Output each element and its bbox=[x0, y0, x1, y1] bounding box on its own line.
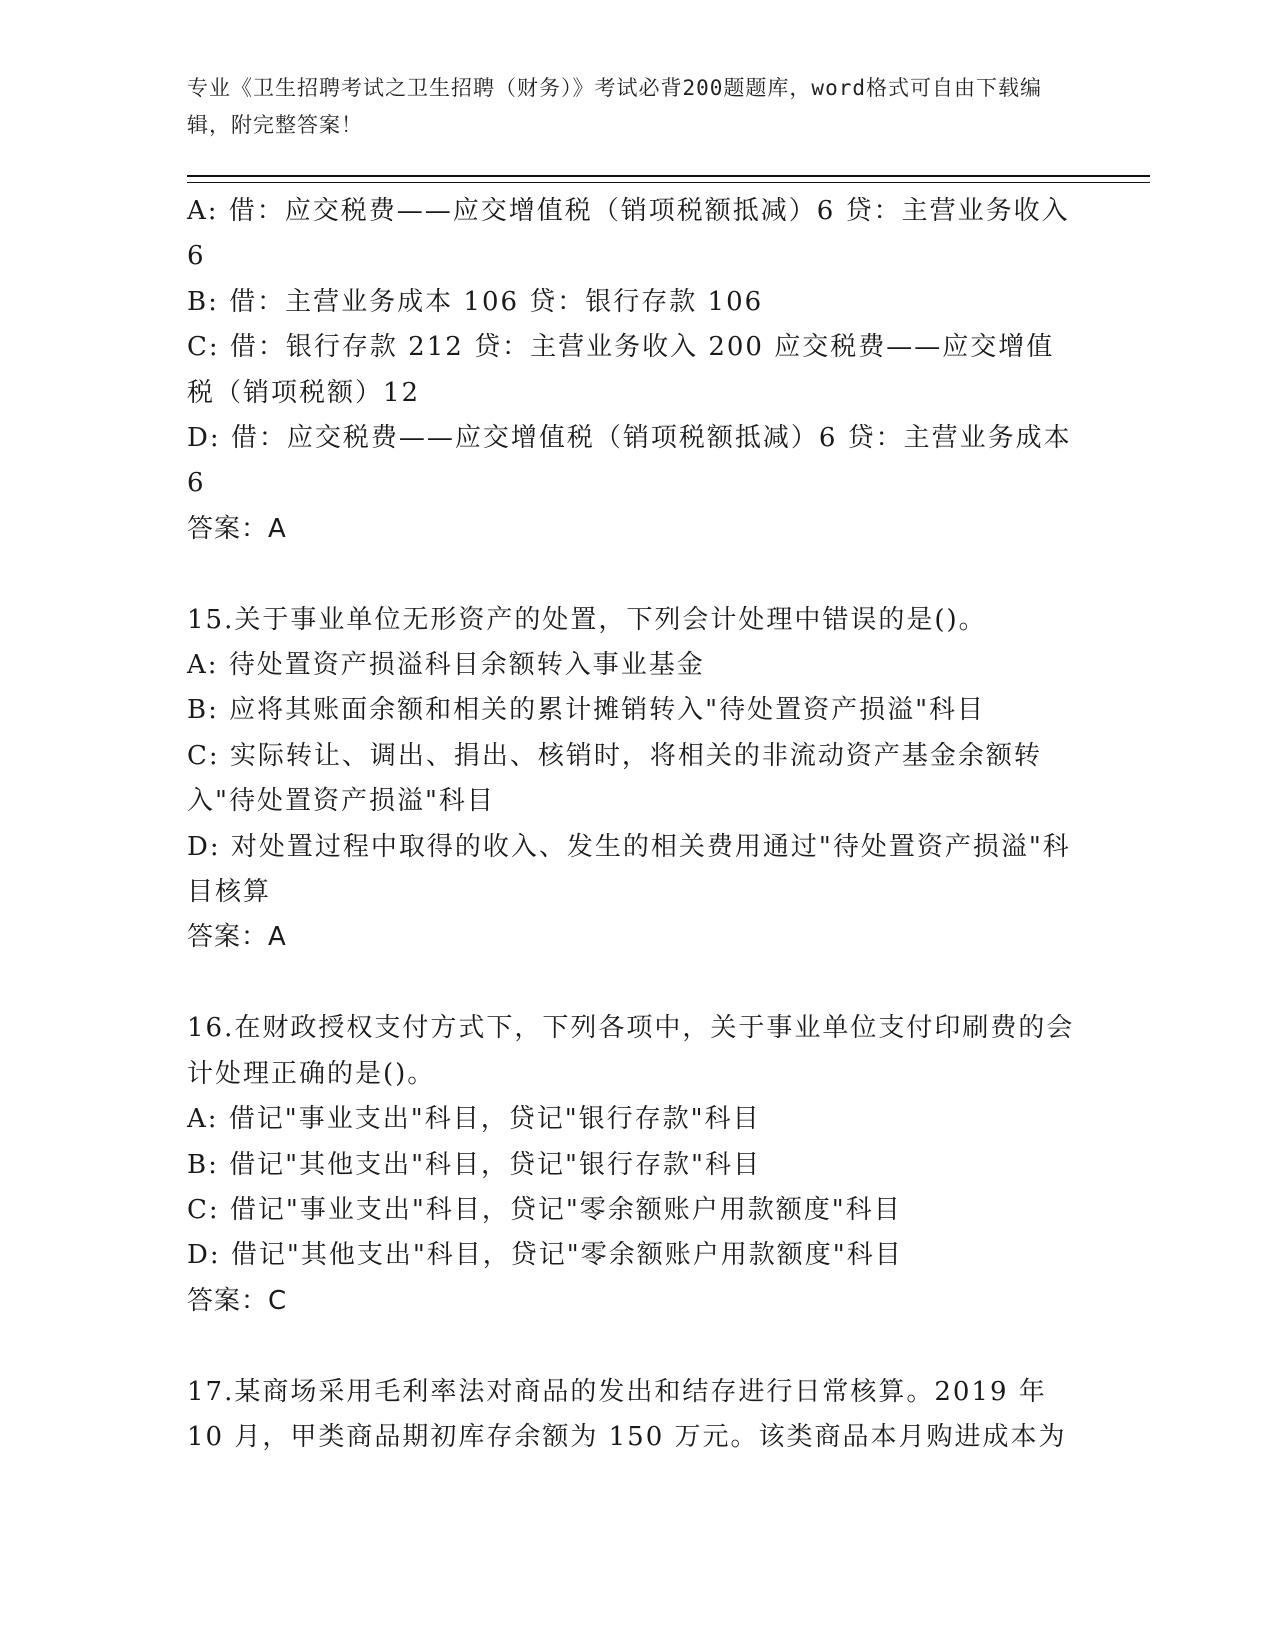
question-15-stem: 15.关于事业单位无形资产的处置，下列会计处理中错误的是()。 bbox=[187, 604, 987, 635]
question-15-option-a: A: 待处置资产损溢科目余额转入事业基金 bbox=[187, 650, 705, 681]
question-16-answer: 答案：C bbox=[187, 1285, 288, 1316]
question-content bbox=[187, 189, 1077, 1460]
question-16-option-c: C: 借记"事业支出"科目，贷记"零余额账户用款额度"科目 bbox=[187, 1194, 902, 1225]
question-16-option-b: B: 借记"其他支出"科目，贷记"银行存款"科目 bbox=[187, 1149, 761, 1180]
question-16-stem: 16.在财政授权支付方式下，下列各项中，关于事业单位支付印刷费的会计处理正确的是()。 bbox=[187, 1013, 1075, 1089]
question-14-option-b: B: 借：主营业务成本 106 贷：银行存款 106 bbox=[187, 286, 764, 317]
question-14-option-c: C: 借：银行存款 212 贷：主营业务收入 200 应交税费——应交增值税（销项税额）12 bbox=[187, 332, 1055, 408]
question-16-block bbox=[187, 1006, 1077, 1324]
spacer bbox=[187, 552, 1077, 597]
question-15-block bbox=[187, 598, 1077, 961]
header-divider-thick bbox=[187, 175, 1150, 177]
page-header: 专业《卫生招聘考试之卫生招聘（财务）》考试必背200题题库，word格式可自由下载编辑，附完整答案！ bbox=[187, 76, 1042, 137]
spacer bbox=[187, 961, 1077, 1006]
question-14-option-a: A: 借：应交税费——应交增值税（销项税额抵减）6 贷：主营业务收入 6 bbox=[187, 196, 1070, 272]
question-16-option-a: A: 借记"事业支出"科目，贷记"银行存款"科目 bbox=[187, 1104, 761, 1135]
header-divider-thin bbox=[187, 182, 1150, 183]
question-14-option-d: D: 借：应交税费——应交增值税（销项税额抵减）6 贷：主营业务成本 6 bbox=[187, 423, 1072, 499]
question-14-block bbox=[187, 189, 1077, 552]
question-14-answer: 答案：A bbox=[187, 513, 287, 544]
question-17-stem: 17.某商场采用毛利率法对商品的发出和结存进行日常核算。2019 年 10 月，甲类商品期初库存余额为 150 万元。该类商品本月购进成本为 bbox=[187, 1376, 1067, 1452]
question-16-option-d: D: 借记"其他支出"科目，贷记"零余额账户用款额度"科目 bbox=[187, 1240, 903, 1271]
spacer bbox=[187, 1324, 1077, 1369]
question-15-answer: 答案：A bbox=[187, 922, 287, 953]
question-15-option-d: D: 对处置过程中取得的收入、发生的相关费用通过"待处置资产损溢"科目核算 bbox=[187, 831, 1071, 908]
question-15-option-c: C: 实际转让、调出、捐出、核销时，将相关的非流动资产基金余额转入"待处置资产损溢"科目 bbox=[187, 740, 1042, 817]
question-17-block bbox=[187, 1370, 1077, 1461]
question-15-option-b: B: 应将其账面余额和相关的累计摊销转入"待处置资产损溢"科目 bbox=[187, 695, 986, 726]
